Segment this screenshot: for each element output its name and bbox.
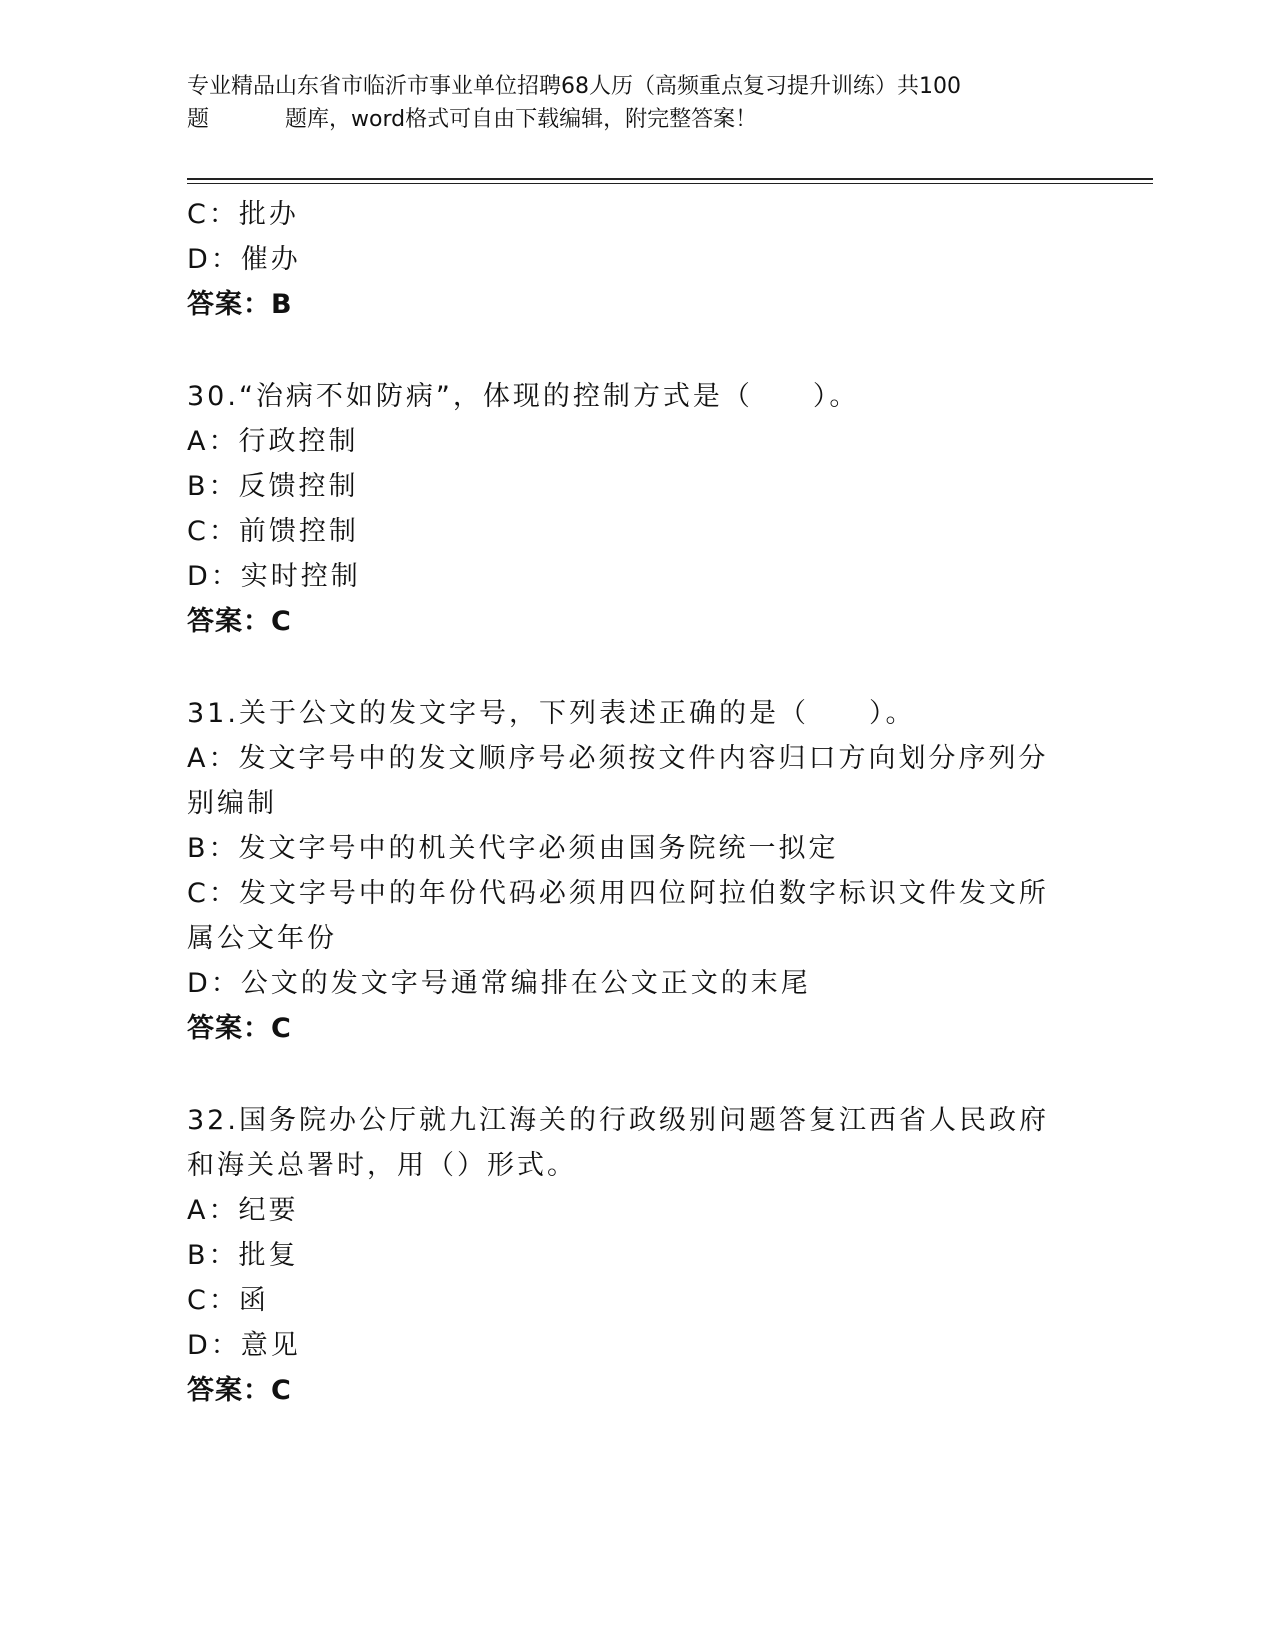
answer: 答案：B — [187, 289, 293, 320]
option-a — [187, 419, 1077, 464]
header-line-2-right: 题库，word格式可自由下载编辑，附完整答案！ — [285, 107, 758, 132]
option-b — [187, 1233, 1077, 1278]
option-b — [187, 464, 1077, 509]
option-text: 发文字号中的发文顺序号必须按文件内容归口方向划分序列分别编制 — [187, 743, 1049, 819]
answer: 答案：C — [187, 1375, 292, 1406]
option-text: 函 — [238, 1285, 269, 1316]
option-text: 发文字号中的年份代码必须用四位阿拉伯数字标识文件发文所属公文年份 — [187, 878, 1049, 954]
option-text: 前馈控制 — [238, 516, 359, 547]
question-32 — [187, 1098, 1077, 1413]
option-label: B： — [187, 1240, 239, 1271]
option-d — [187, 237, 1077, 282]
option-text: 催办 — [240, 244, 301, 275]
option-a — [187, 1188, 1077, 1233]
header-line-1: 专业精品山东省市临沂市事业单位招聘68人历（高频重点复习提升训练）共100 — [187, 74, 961, 99]
option-label: A： — [187, 426, 239, 457]
option-d — [187, 1323, 1077, 1368]
option-text: 批办 — [238, 199, 299, 230]
option-label: B： — [187, 471, 239, 502]
option-label: D： — [187, 1330, 241, 1361]
option-d — [187, 554, 1077, 599]
option-b — [187, 826, 1077, 871]
question-content — [187, 192, 1077, 1413]
question-30 — [187, 374, 1077, 644]
option-label: C： — [187, 878, 239, 909]
option-text: 实时控制 — [240, 561, 361, 592]
option-text: 反馈控制 — [238, 471, 359, 502]
option-c — [187, 1278, 1077, 1323]
header-divider-thick — [187, 178, 1153, 180]
option-label: C： — [187, 199, 239, 230]
option-text: 纪要 — [238, 1195, 299, 1226]
option-c — [187, 192, 1077, 237]
option-label: D： — [187, 561, 241, 592]
header-line-2-left: 题 — [187, 107, 210, 132]
option-c — [187, 509, 1077, 554]
option-a — [187, 736, 1077, 826]
option-label: D： — [187, 244, 241, 275]
header-divider-thin — [187, 183, 1153, 184]
previous-question-tail — [187, 192, 1077, 327]
option-text: 公文的发文字号通常编排在公文正文的末尾 — [240, 968, 811, 999]
option-text: 意见 — [240, 1330, 301, 1361]
option-label: C： — [187, 516, 239, 547]
answer: 答案：C — [187, 606, 292, 637]
question-stem: 30.“治病不如防病”，体现的控制方式是（ ）。 — [187, 381, 860, 412]
option-text: 发文字号中的机关代字必须由国务院统一拟定 — [238, 833, 839, 864]
option-label: C： — [187, 1285, 239, 1316]
option-label: B： — [187, 833, 239, 864]
option-label: D： — [187, 968, 241, 999]
question-31 — [187, 691, 1077, 1051]
option-text: 批复 — [238, 1240, 299, 1271]
option-label: A： — [187, 1195, 239, 1226]
option-d — [187, 961, 1077, 1006]
header-line-2 — [187, 103, 1067, 136]
answer: 答案：C — [187, 1013, 292, 1044]
document-header — [187, 70, 1067, 136]
question-stem: 31.关于公文的发文字号，下列表述正确的是（ ）。 — [187, 698, 916, 729]
question-stem: 32.国务院办公厅就九江海关的行政级别问题答复江西省人民政府和海关总署时，用（）形式。 — [187, 1105, 1049, 1181]
option-text: 行政控制 — [238, 426, 359, 457]
option-c — [187, 871, 1077, 961]
option-label: A： — [187, 743, 239, 774]
